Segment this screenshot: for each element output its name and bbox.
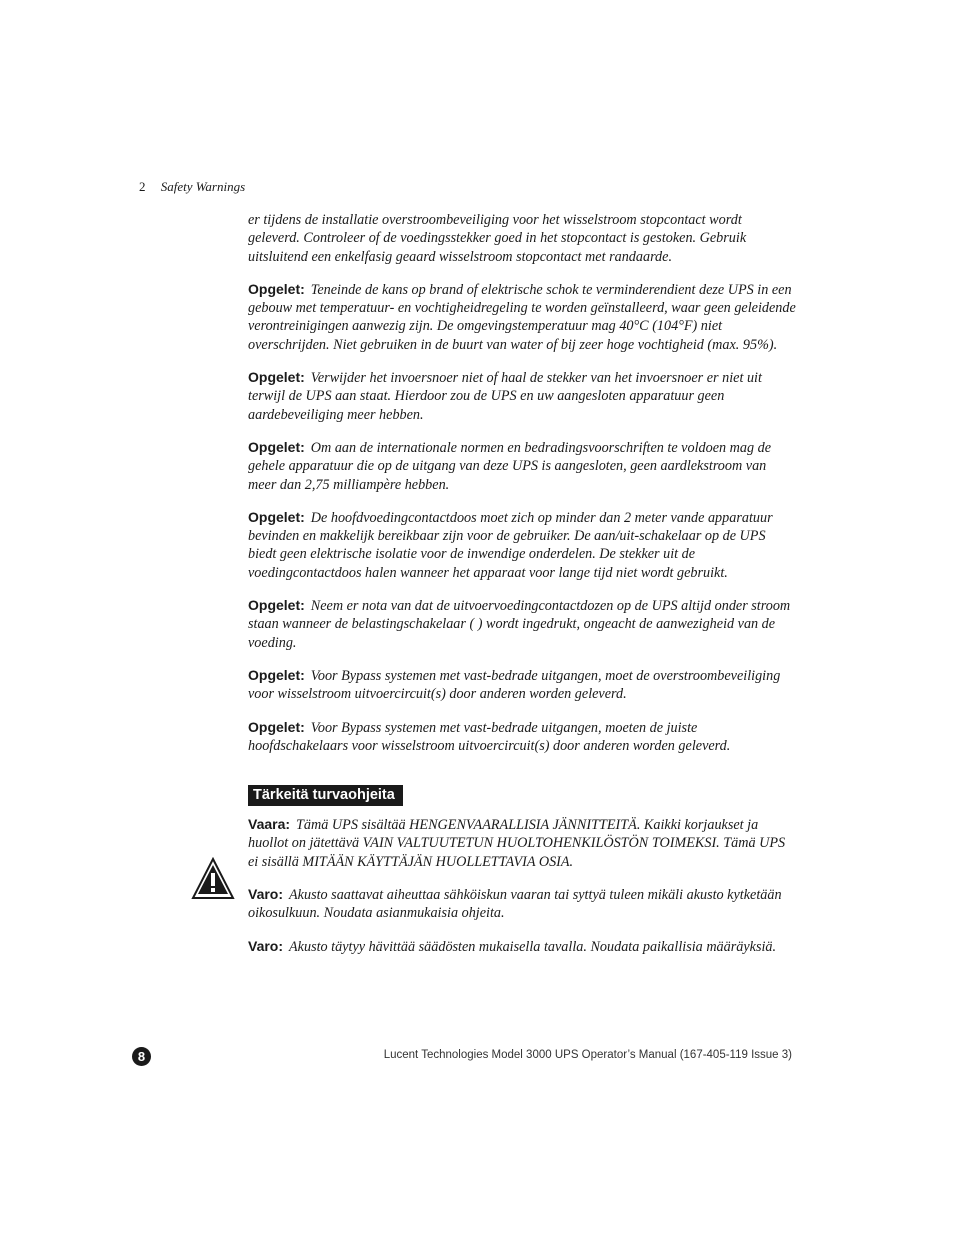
warning-label: Opgelet: <box>248 508 305 525</box>
warning-text: Voor Bypass systemen met vast-bedrade uitgangen, moet de overstroombeveiliging voor wisselstroom uitvoercircuit(s) door anderen worden geleverd. <box>248 667 781 703</box>
dutch-warning-3 <box>248 438 796 494</box>
dutch-warning-6 <box>248 666 796 704</box>
warning-label: Opgelet: <box>248 438 305 455</box>
warning-text: De hoofdvoedingcontactdoos moet zich op minder dan 2 meter vande apparatuur bevinden en makkelijk bereikbaar zijn voor de gebruiker. De aan/uit-schakelaar op de UPS biedt geen elektrische isolatie voor de inwendige onderdelen. De stekker uit de voedingcontactdoos halen wanneer het apparaat voor lange tijd niet wordt gebruikt. <box>248 509 773 581</box>
warning-text: Akusto täytyy hävittää säädösten mukaisella tavalla. Noudata paikallisia määräyksiä. <box>289 938 777 955</box>
warning-label: Varo: <box>248 886 284 903</box>
dutch-warning-5 <box>248 596 796 652</box>
warning-text: Akusto saattavat aiheuttaa sähköiskun vaaran tai syttyä tuleen mikäli akusto kytketään oikosulkuun. Noudata asianmukaisia ohjeita. <box>248 887 782 922</box>
running-header <box>139 179 245 195</box>
warning-triangle-icon <box>191 857 235 901</box>
finnish-section-heading: Tärkeitä turvaohjeita <box>248 785 403 806</box>
warning-label: Vaara: <box>248 816 291 833</box>
warning-label: Varo: <box>248 937 284 954</box>
header-section-title: Safety Warnings <box>160 179 246 194</box>
warning-text: Teneinde de kans op brand of elektrische schok te verminderendient deze UPS in een gebouw met temperatuur- en vochtigheidregeling te worden geïnstalleerd, waar geen geleidende verontreinigingen aanwezig zijn. De omgevingstemperatuur mag 40°C (104°F) niet overschrijden. Niet gebruiken in de buurt van water of bij zeer hoge vochtigheid (max. 95%). <box>248 281 796 353</box>
finnish-warning-2 <box>248 885 796 923</box>
footer-page-number: 8 <box>132 1047 151 1066</box>
warning-text: Om aan de internationale normen en bedradingsvoorschriften te voldoen mag de gehele apparatuur die op de uitgang van deze UPS is aangesloten, geen aardlekstroom van meer dan 2,75 milliampère hebben. <box>248 439 772 493</box>
dutch-warning-7 <box>248 718 796 756</box>
finnish-warning-3 <box>248 937 796 956</box>
warning-text: Neem er nota van dat de uitvoervoedingcontactdozen op de UPS altijd onder stroom staan wanneer de belastingschakelaar ( ) wordt ingedrukt, ongeacht de aanwezigheid van de voeding. <box>248 598 791 651</box>
warning-label: Opgelet: <box>248 718 305 735</box>
dutch-warning-2 <box>248 368 796 424</box>
intro-paragraph: er tijdens de installatie overstroombeveiliging voor het wisselstroom stopcontact wordt geleverd. Controleer of de voedingsstekker goed in het stopcontact is gestoken. Gebruik uitsluitend een enkelfasig geaard wisselstroom stopcontact met randaarde. <box>248 212 747 265</box>
footer-manual-title: Lucent Technologies Model 3000 UPS Operator’s Manual (167-405-119 Issue 3) <box>383 1049 792 1061</box>
dutch-warning-4 <box>248 508 796 582</box>
warning-text: Voor Bypass systemen met vast-bedrade uitgangen, moeten de juiste hoofdschakelaars voor wisselstroom uitvoercircuit(s) door anderen worden geleverd. <box>248 719 731 754</box>
warning-text: Verwijder het invoersnoer niet of haal de stekker van het invoersnoer er niet uit terwijl de UPS aan staat. Hierdoor zou de UPS en uw aangesloten apparatuur geen aardebeveiliging meer hebben. <box>248 370 762 423</box>
warning-label: Opgelet: <box>248 369 305 386</box>
header-page-number: 2 <box>139 179 146 194</box>
warning-label: Opgelet: <box>248 597 305 614</box>
warning-text: Tämä UPS sisältää HENGENVAARALLISIA JÄNNITTEITÄ. Kaikki korjaukset ja huollot on jätettävä VAIN VALTUUTETUN HUOLTOHENKILÖSTÖN TOIMEKSI. Tämä UPS ei sisällä MITÄÄN KÄYTTÄJÄN HUOLLETTAVIA OSIA. <box>248 817 786 870</box>
finnish-warning-1 <box>248 815 796 871</box>
page-content <box>248 211 796 970</box>
warning-label: Opgelet: <box>248 280 305 297</box>
warning-label: Opgelet: <box>248 666 305 683</box>
dutch-warning-1 <box>248 280 796 354</box>
